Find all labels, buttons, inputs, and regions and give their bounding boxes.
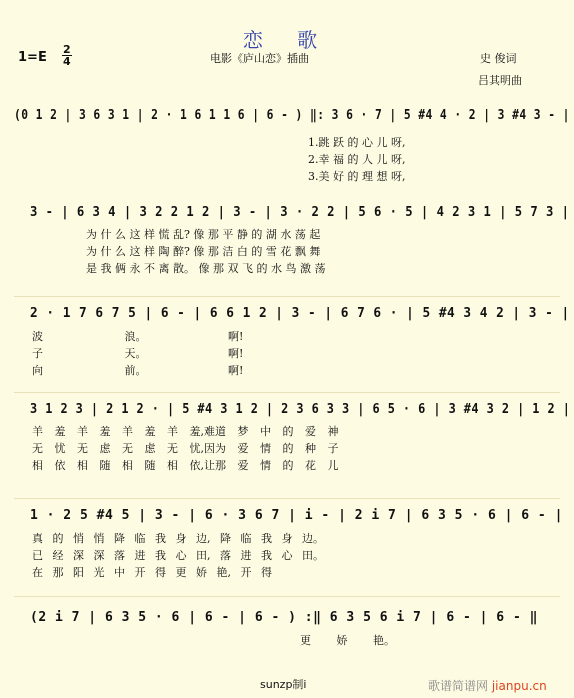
lyric-line-1-verse-3: 3.美 好 的 理 想 呀,	[308, 170, 406, 183]
time-signature-top: 2	[63, 43, 71, 56]
footer-credit: sunzp制i	[260, 678, 307, 691]
lyric-line-4-verse-2: 无 忧 无 虑 无 虑 无 忧,因为 爱 情 的 种 子	[32, 442, 339, 455]
system-divider	[14, 498, 560, 499]
notation-line-1: (0 1 2 | 3 6 3 1 | 2 · 1 6 1 1 6 | 6 - ) ‖: 3 6 · 7 | 5 #4 4 · 2 | 3 #4 3 - |	[14, 108, 570, 123]
lyric-line-4-verse-3: 相 依 相 随 相 随 相 依,让那 爱 情 的 花 儿	[32, 459, 339, 472]
lyric-line-1-verse-1: 1.跳 跃 的 心 儿 呀,	[308, 136, 406, 149]
time-signature-bottom: 4	[63, 55, 71, 68]
lyric-line-2-verse-2: 为 什 么 这 样 陶 醉? 像 那 洁 白 的 雪 花 飘 舞	[86, 245, 321, 258]
lyric-line-6: 更 娇 艳。	[300, 634, 395, 647]
lyric-line-4-verse-1: 羊 羞 羊 羞 羊 羞 羊 羞,难道 梦 中 的 爱 神	[32, 425, 339, 438]
notation-line-4: 3 1 2 3 | 2 1 2 · | 5 #4 3 1 2 | 2 3 6 3 3 | 6 5 · 6 | 3 #4 3 2 | 1 2 |	[30, 402, 571, 417]
notation-line-3: 2 · 1 7 6 7 5 | 6 - | 6 6 1 2 | 3 - | 6 7 6 · | 5 #4 3 4 2 | 3 - |	[30, 306, 570, 321]
lyric-line-3-verse-1: 波 浪。 啊!	[32, 330, 244, 343]
key-signature: 1=E	[18, 50, 47, 65]
lyric-line-2-verse-3: 是 我 俩 永 不 离 散。 像 那 双 飞 的 水 鸟 激 荡	[86, 262, 326, 275]
system-divider	[14, 596, 560, 597]
composer-credit: 吕其明曲	[478, 74, 522, 87]
watermark-name: 歌谱简谱网	[428, 679, 489, 693]
notation-line-5: 1 · 2 5 #4 5 | 3 - | 6 · 3 6 7 | i - | 2 i 7 | 6 3 5 · 6 | 6 - |	[30, 508, 563, 523]
lyric-line-3-verse-3: 向 前。 啊!	[32, 364, 244, 377]
notation-line-2: 3 - | 6 3 4 | 3 2 2 1 2 | 3 - | 3 · 2 2 | 5 6 · 5 | 4 2 3 1 | 5 7 3 |	[30, 205, 570, 220]
watermark-url: jianpu.cn	[491, 679, 547, 693]
lyric-line-5-verse-3: 在 那 阳 光 中 开 得 更 娇 艳, 开 得	[32, 566, 272, 579]
notation-line-6: (2 i 7 | 6 3 5 · 6 | 6 - | 6 - ) :‖ 6 3 5 6 i 7 | 6 - | 6 - ‖	[30, 610, 538, 625]
system-divider	[14, 392, 560, 393]
lyric-line-1-verse-2: 2.幸 福 的 人 儿 呀,	[308, 153, 406, 166]
lyric-line-2-verse-1: 为 什 么 这 样 慌 乱? 像 那 平 静 的 湖 水 荡 起	[86, 228, 321, 241]
time-signature	[62, 44, 72, 67]
lyric-line-5-verse-1: 真 的 悄 悄 降 临 我 身 边, 降 临 我 身 边。	[32, 532, 324, 545]
subtitle: 电影《庐山恋》插曲	[210, 52, 309, 65]
lyric-line-5-verse-2: 已 经 深 深 落 进 我 心 田, 落 进 我 心 田。	[32, 549, 324, 562]
lyric-line-3-verse-2: 子 天。 啊!	[32, 347, 244, 360]
lyricist-credit: 史 俊词	[480, 52, 517, 65]
system-divider	[14, 296, 560, 297]
song-title: 恋 歌	[242, 28, 332, 52]
site-watermark	[428, 677, 547, 694]
